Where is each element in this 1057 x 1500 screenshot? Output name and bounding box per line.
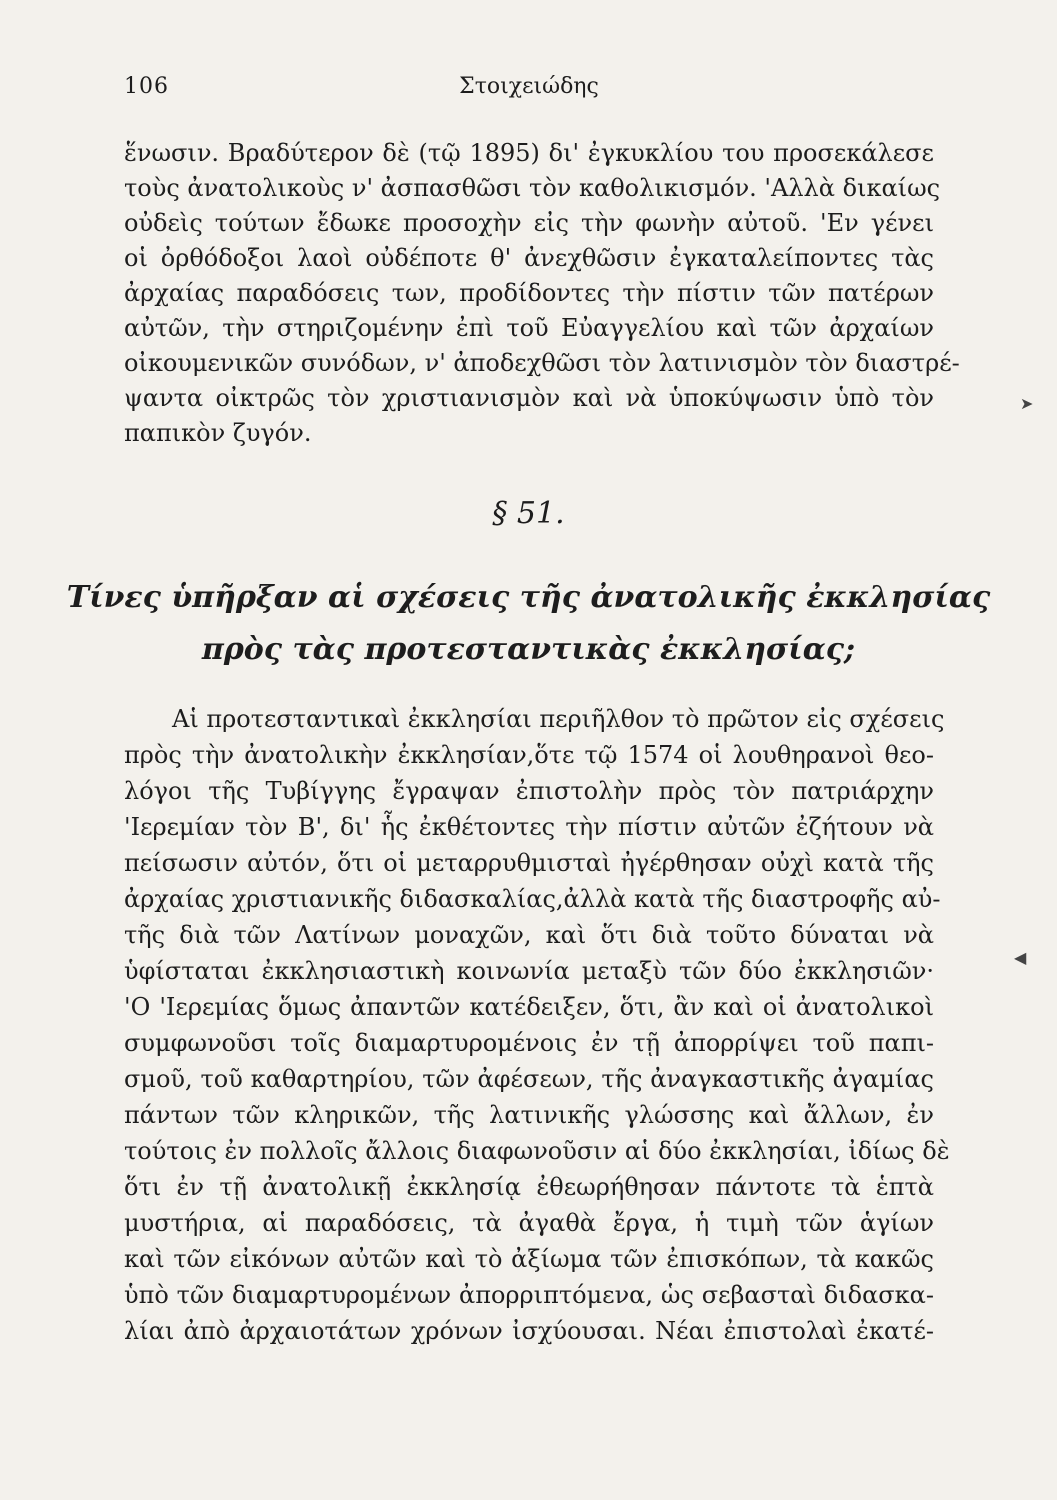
page-header [124,74,934,104]
text-line: πρὸς τὴν ἀνατολικὴν ἐκκλησίαν,ὅτε τῷ 1574 οἱ λουθηρανοὶ θεο- [124,741,934,769]
text-line: ὑπὸ τῶν διαμαρτυρομένων ἀπορριπτόμενα, ὡς σεβασταὶ διδασκα- [124,1281,934,1309]
text-line: ψαντα οἰκτρῶς τὸν χριστιανισμὸν καὶ νὰ ὑποκύψωσιν ὑπὸ τὸν [124,384,934,412]
text-line: παπικὸν ζυγόν. [124,419,312,447]
text-line: μυστήρια, αἱ παραδόσεις, τὰ ἀγαθὰ ἔργα, ἡ τιμὴ τῶν ἁγίων [124,1209,934,1237]
text-line: αὐτῶν, τὴν στηριζομένην ἐπὶ τοῦ Εὐαγγελίου καὶ τῶν ἀρχαίων [124,314,934,342]
text-line: ὅτι ἐν τῇ ἀνατολικῇ ἐκκλησίᾳ ἐθεωρήθησαν πάντοτε τὰ ἑπτὰ [124,1173,934,1201]
section-heading-line-1: Τίνες ὑπῆρξαν αἱ σχέσεις τῆς ἀνατολικῆς ἐκκλησίας [66,580,991,615]
text-line: οὐδεὶς τούτων ἔδωκε προσοχὴν εἰς τὴν φωνὴν αὐτοῦ. 'Εν γένει [124,209,934,237]
page-number: 106 [124,74,169,99]
running-title: Στοιχειώδης [459,74,599,99]
text-line: ἀρχαίας χριστιανικῆς διδασκαλίας,ἀλλὰ κατὰ τῆς διαστροφῆς αὐ- [124,885,941,913]
text-line: ἀρχαίας παραδόσεις των, προδίδοντες τὴν πίστιν τῶν πατέρων [124,279,934,307]
text-line: λίαι ἀπὸ ἀρχαιοτάτων χρόνων ἰσχύουσαι. Νέαι ἐπιστολαὶ ἐκατέ- [124,1317,934,1345]
text-line: ὑφίσταται ἐκκλησιαστικὴ κοινωνία μεταξὺ τῶν δύο ἐκκλησιῶν· [124,957,934,985]
text-line: ἕνωσιν. Βραδύτερον δὲ (τῷ 1895) δι' ἐγκυκλίου του προσεκάλεσε [124,139,934,167]
text-line: πείσωσιν αὐτόν, ὅτι οἱ μεταρρυθμισταὶ ἠγέρθησαν οὐχὶ κατὰ τῆς [124,849,934,877]
text-line: 'Ιερεμίαν τὸν Β', δι' ἧς ἐκθέτοντες τὴν πίστιν αὐτῶν ἐζήτουν νὰ [124,813,934,841]
text-line: συμφωνοῦσι τοῖς διαμαρτυρομένοις ἐν τῇ ἀπορρίψει τοῦ παπι- [124,1029,934,1057]
text-line: οἰκουμενικῶν συνόδων, ν' ἀποδεχθῶσι τὸν λατινισμὸν τὸν διαστρέ- [124,349,960,377]
section-heading-line-2: πρὸς τὰς προτεσταντικὰς ἐκκλησίας; [201,632,856,667]
text-line: τούτοις ἐν πολλοῖς ἄλλοις διαφωνοῦσιν αἱ δύο ἐκκλησίαι, ἰδίως δὲ [124,1137,950,1165]
text-line: τοὺς ἀνατολικοὺς ν' ἀσπασθῶσι τὸν καθολικισμόν. 'Αλλὰ δικαίως [124,174,941,202]
text-line: σμοῦ, τοῦ καθαρτηρίου, τῶν ἀφέσεων, τῆς ἀναγκαστικῆς ἀγαμίας [124,1065,934,1093]
text-line: πάντων τῶν κληρικῶν, τῆς λατινικῆς γλώσσης καὶ ἄλλων, ἐν [124,1101,934,1129]
text-line: οἱ ὀρθόδοξοι λαοὶ οὐδέποτε θ' ἀνεχθῶσιν ἐγκαταλείποντες τὰς [124,244,934,272]
text-line: 'Ο 'Ιερεμίας ὅμως ἀπαντῶν κατέδειξεν, ὅτι, ἂν καὶ οἱ ἀνατολικοὶ [124,993,934,1021]
text-line: τῆς διὰ τῶν Λατίνων μοναχῶν, καὶ ὅτι διὰ τοῦτο δύναται νὰ [124,921,934,949]
section-number: § 51. [492,496,565,531]
text-line: καὶ τῶν εἰκόνων αὐτῶν καὶ τὸ ἀξίωμα τῶν ἐπισκόπων, τὰ κακῶς [124,1245,934,1273]
margin-arrow-icon: ◀ [1014,948,1027,967]
margin-arrow-icon: ➤ [1020,394,1034,413]
text-line: λόγοι τῆς Τυβίγγης ἔγραψαν ἐπιστολὴν πρὸς τὸν πατριάρχην [124,777,934,805]
text-line: Αἱ προτεσταντικαὶ ἐκκλησίαι περιῆλθον τὸ πρῶτον εἰς σχέσεις [172,705,945,733]
